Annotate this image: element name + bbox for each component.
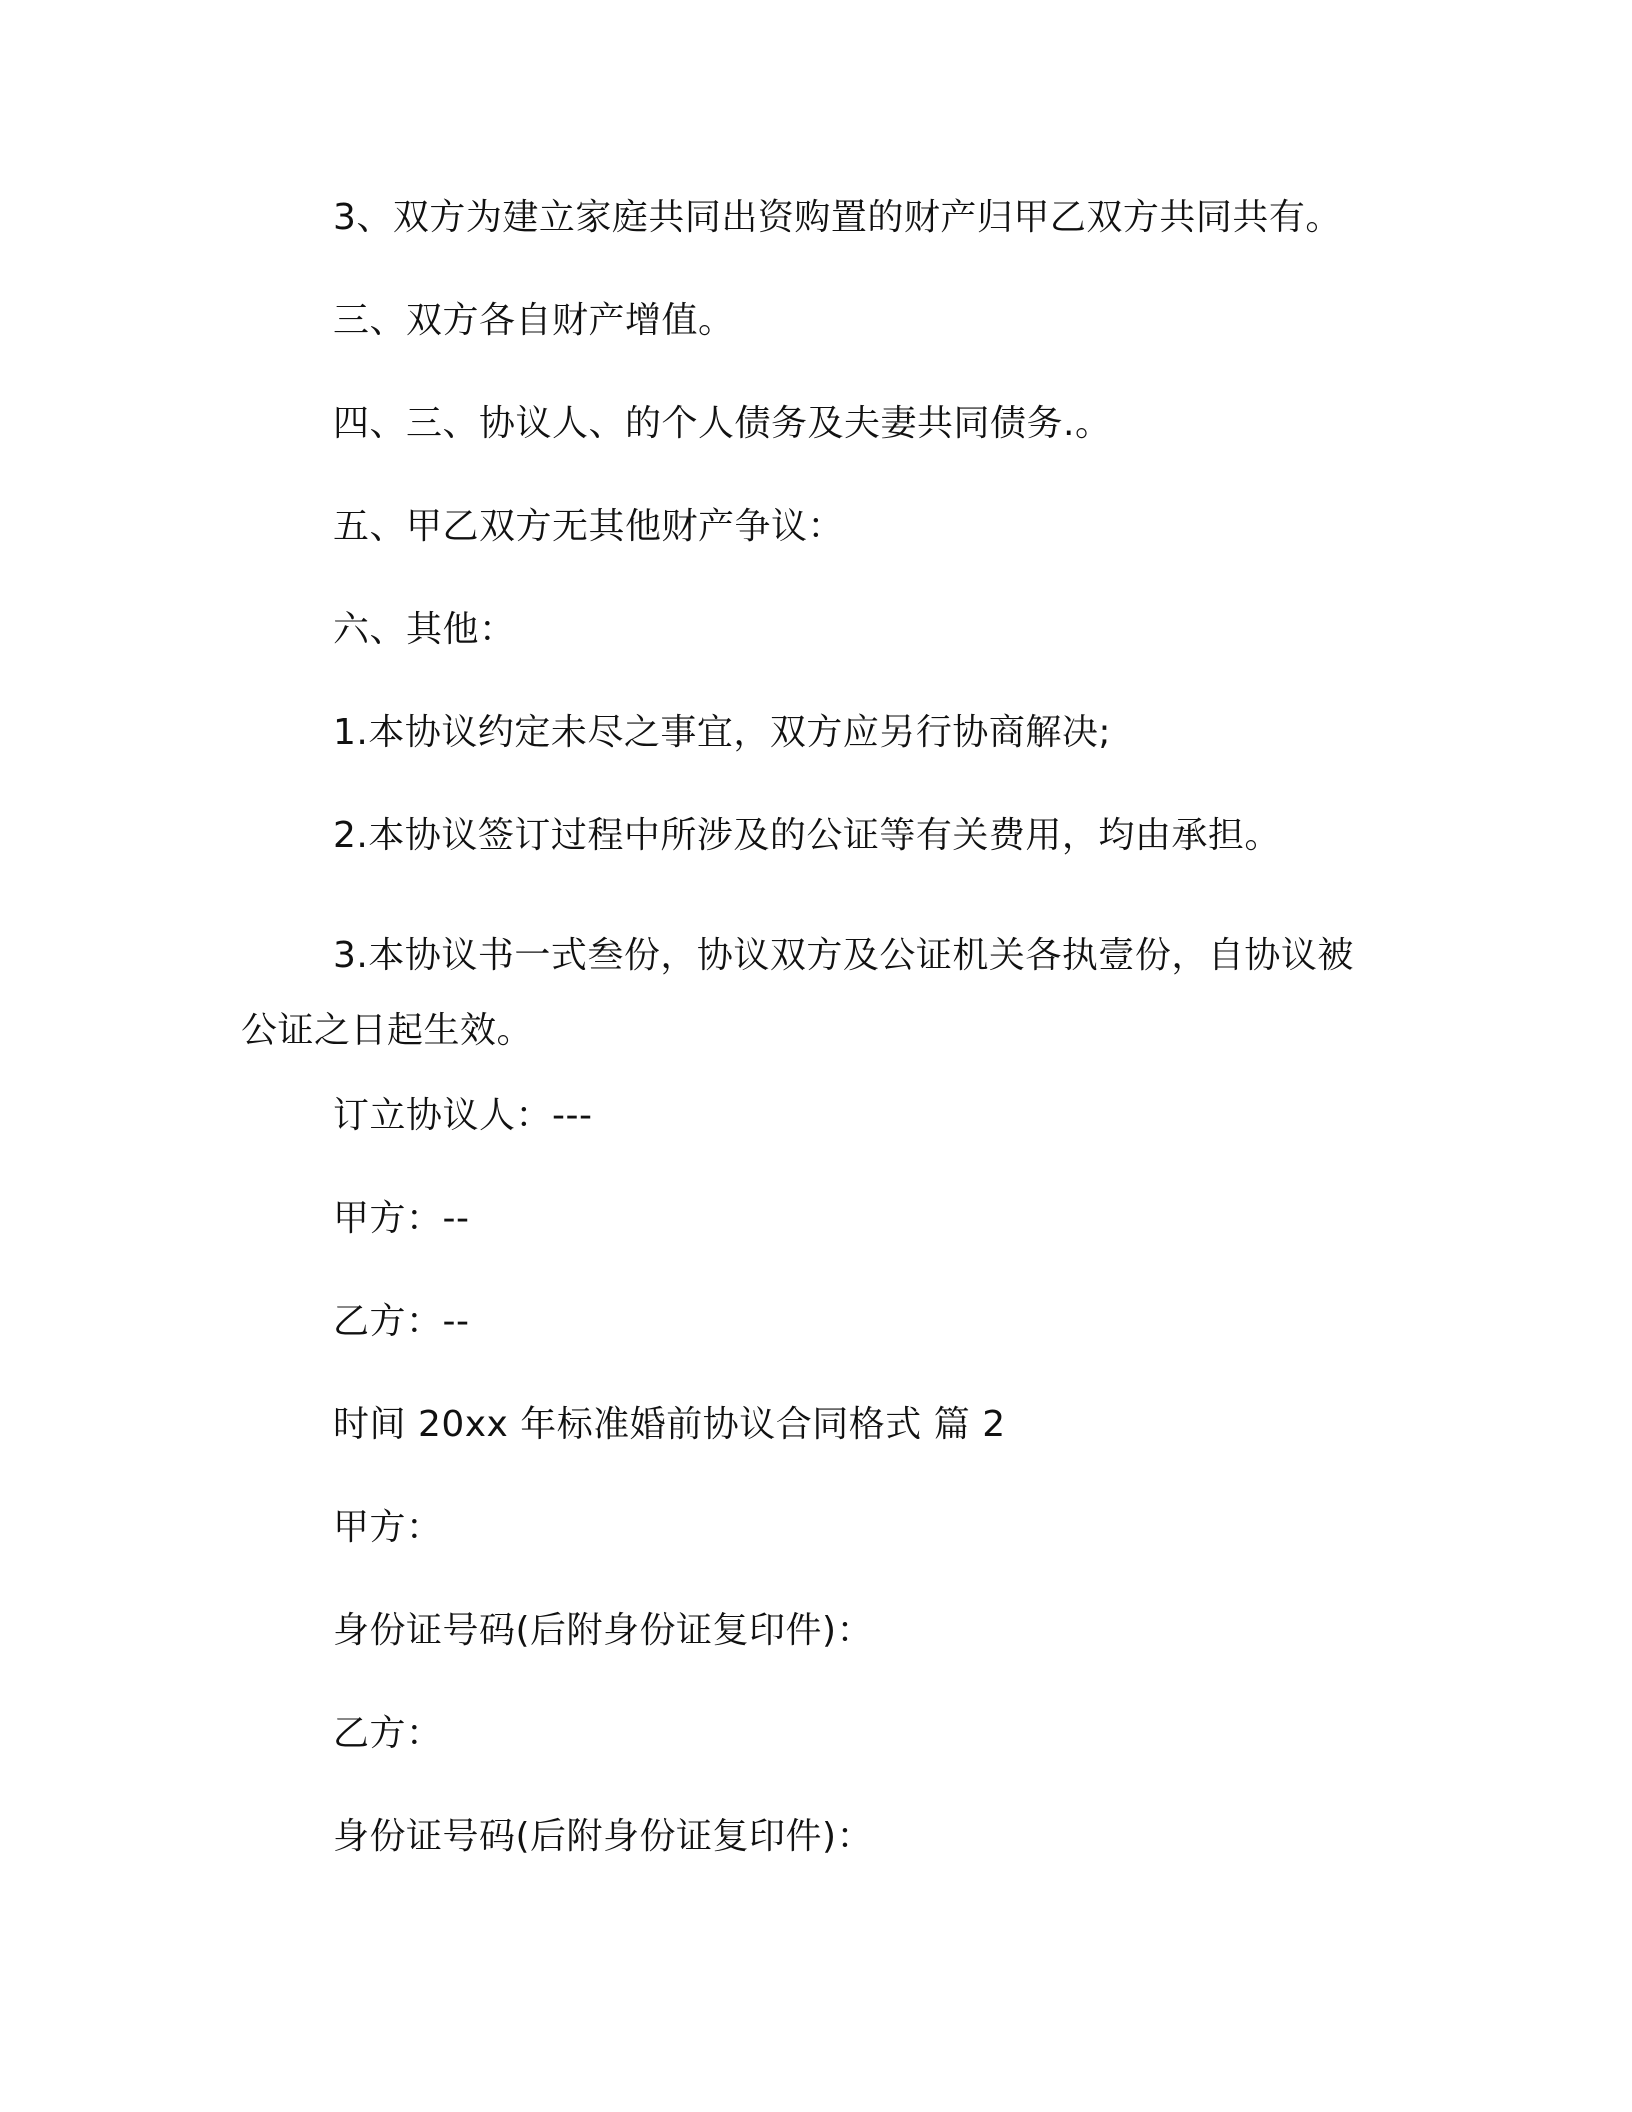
party-b-signature: 乙方：-- [333,1301,470,1342]
party-a-signature: 甲方：-- [333,1198,470,1239]
other-item-1: 1.本协议约定未尽之事宜，双方应另行协商解决; [333,712,1111,753]
other-item-2: 2.本协议签订过程中所涉及的公证等有关费用，均由承担。 [333,815,1281,856]
party-a-label: 甲方： [333,1507,443,1548]
clause-four-debts: 四、三、协议人、的个人债务及夫妻共同债务.。 [333,403,1112,444]
party-a-id-label: 身份证号码(后附身份证复印件)： [333,1610,874,1651]
clause-three-appreciation: 三、双方各自财产增值。 [333,300,735,341]
party-b-id-label: 身份证号码(后附身份证复印件)： [333,1816,874,1857]
clause-five-no-dispute: 五、甲乙双方无其他财产争议： [333,506,845,547]
section-2-heading: 时间 20xx 年标准婚前协议合同格式 篇 2 [333,1404,1006,1445]
clause-six-other: 六、其他： [333,609,516,650]
party-b-label: 乙方： [333,1713,443,1754]
signatory-line: 订立协议人：--- [333,1095,593,1136]
clause-3-joint-property: 3、双方为建立家庭共同出资购置的财产归甲乙双方共同共有。 [333,197,1342,238]
other-item-3: 3.本协议书一式叁份，协议双方及公证机关各执壹份，自协议被公证之日起生效。 [241,935,1354,1051]
